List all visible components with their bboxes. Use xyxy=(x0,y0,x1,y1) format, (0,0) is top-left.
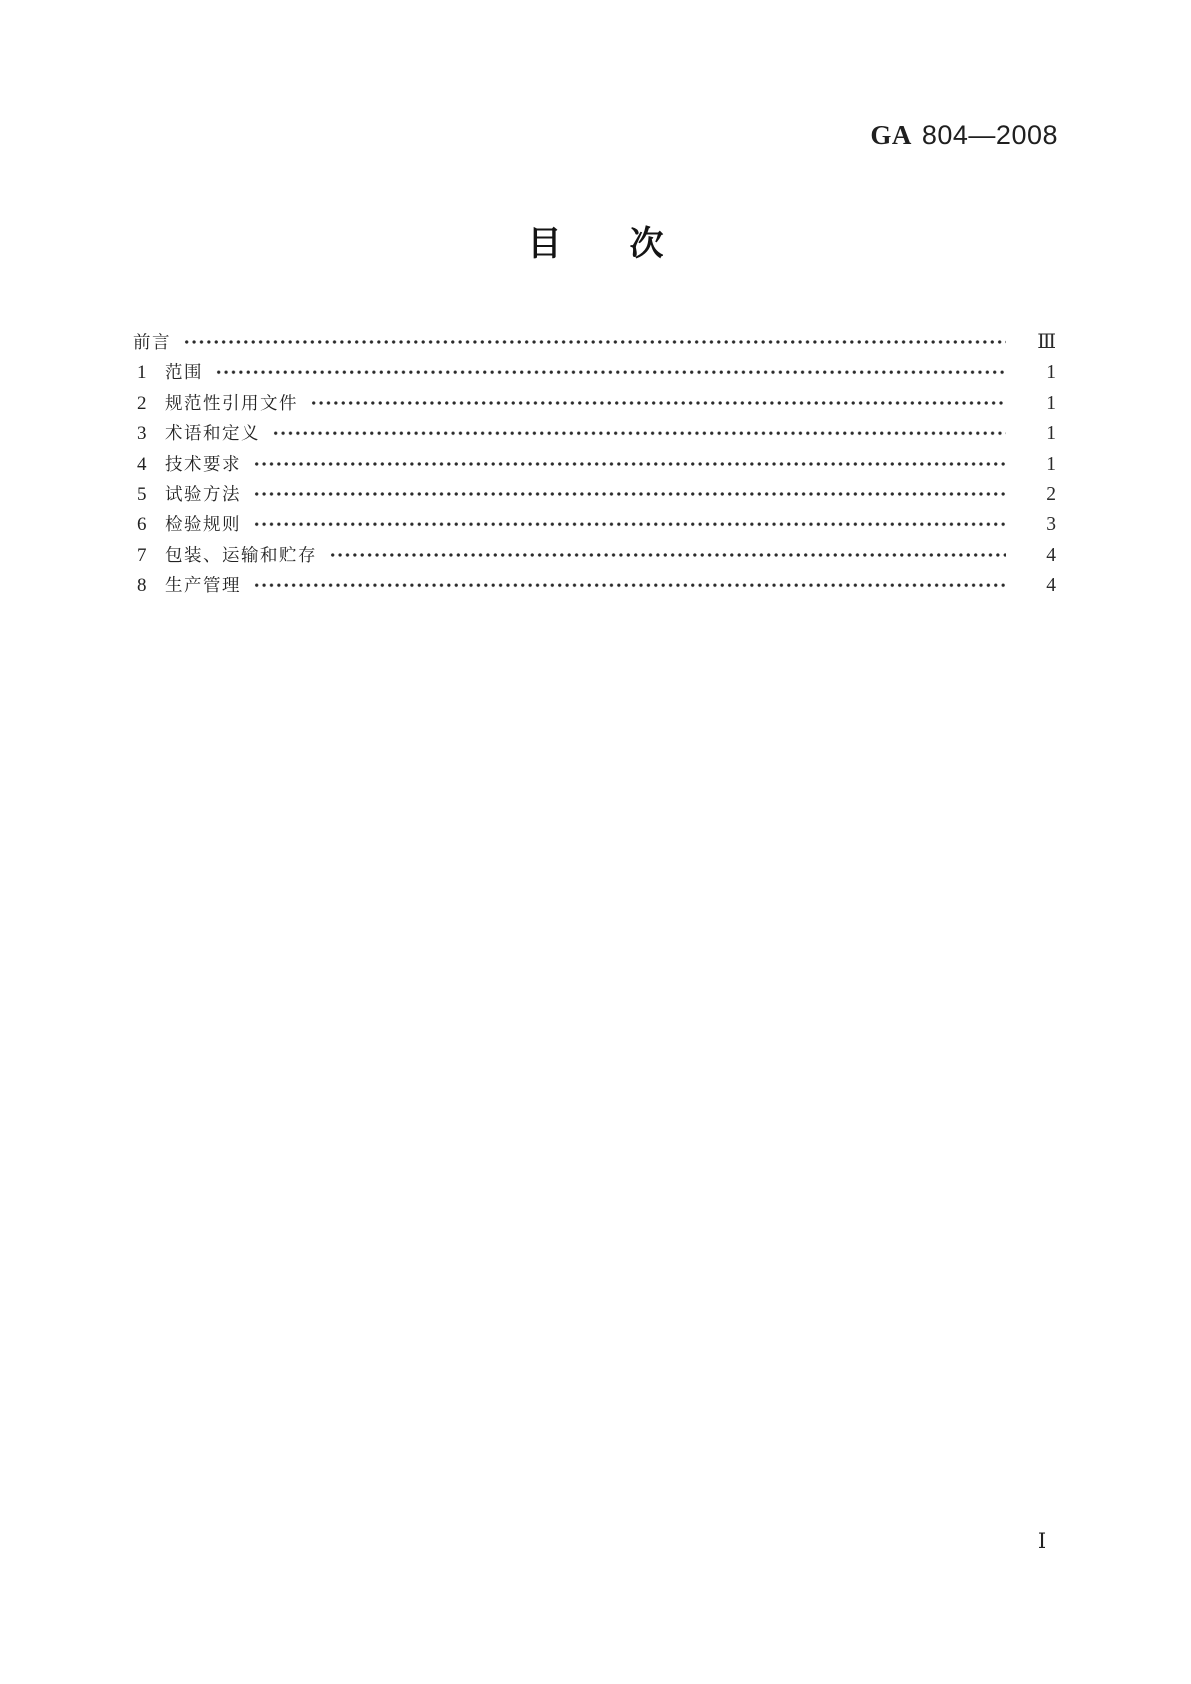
standard-number-code: 804—2008 xyxy=(921,120,1058,150)
toc-entry-label: 规范性引用文件 xyxy=(165,392,298,413)
dot-leader xyxy=(272,418,1006,448)
footer-page-number: Ⅰ xyxy=(1037,1529,1047,1553)
toc-entry-1 xyxy=(133,357,1056,387)
toc-entry-3 xyxy=(133,418,1056,448)
toc-entry-number: 7 xyxy=(137,544,147,566)
toc-entry-page: 1 xyxy=(1046,362,1056,384)
toc-entry-number: 8 xyxy=(137,575,147,597)
toc-entry-number: 6 xyxy=(137,514,147,536)
toc-entry-page: Ⅲ xyxy=(1037,332,1056,353)
toc-entry-label: 生产管理 xyxy=(165,575,241,596)
toc-entry-page: 3 xyxy=(1046,514,1056,536)
toc-entry-number: 5 xyxy=(137,483,147,505)
toc-entry-number: 1 xyxy=(137,362,147,384)
toc-entry-2 xyxy=(133,388,1056,418)
toc-entry-number: 3 xyxy=(137,423,147,445)
standard-number xyxy=(870,122,1058,149)
toc-entry-label: 术语和定义 xyxy=(165,423,260,444)
toc-entry-6 xyxy=(133,509,1056,539)
dot-leader xyxy=(183,327,1006,357)
dot-leader xyxy=(253,509,1006,539)
toc-entry-label: 试验方法 xyxy=(165,483,241,504)
toc-entry-page: 4 xyxy=(1046,544,1056,566)
toc-entry-5 xyxy=(133,479,1056,509)
toc-entry-label: 包装、运输和贮存 xyxy=(165,544,317,565)
dot-leader xyxy=(253,449,1006,479)
toc-entry-7 xyxy=(133,540,1056,570)
toc-entry-page: 2 xyxy=(1046,483,1056,505)
toc-entry-label: 范围 xyxy=(165,362,203,383)
dot-leader xyxy=(329,540,1006,570)
dot-leader xyxy=(215,357,1006,387)
toc-entry-4 xyxy=(133,449,1056,479)
toc-entry-page: 1 xyxy=(1046,423,1056,445)
standard-number-prefix: GA xyxy=(870,120,912,150)
toc-entry-page: 1 xyxy=(1046,453,1056,475)
toc-entry-8 xyxy=(133,570,1056,600)
toc-entry-label: 检验规则 xyxy=(165,514,241,535)
toc-entry-number: 2 xyxy=(137,392,147,414)
dot-leader xyxy=(253,570,1006,600)
toc-entry-number: 4 xyxy=(137,453,147,475)
toc-entry-label: 前言 xyxy=(133,332,171,352)
toc-title: 目 次 xyxy=(527,225,664,263)
toc-entry-foreword xyxy=(133,327,1056,357)
toc-entry-page: 1 xyxy=(1046,392,1056,414)
dot-leader xyxy=(310,388,1006,418)
toc-list xyxy=(133,327,1056,601)
toc-entry-label: 技术要求 xyxy=(165,453,241,474)
dot-leader xyxy=(253,479,1006,509)
toc-entry-page: 4 xyxy=(1046,575,1056,597)
